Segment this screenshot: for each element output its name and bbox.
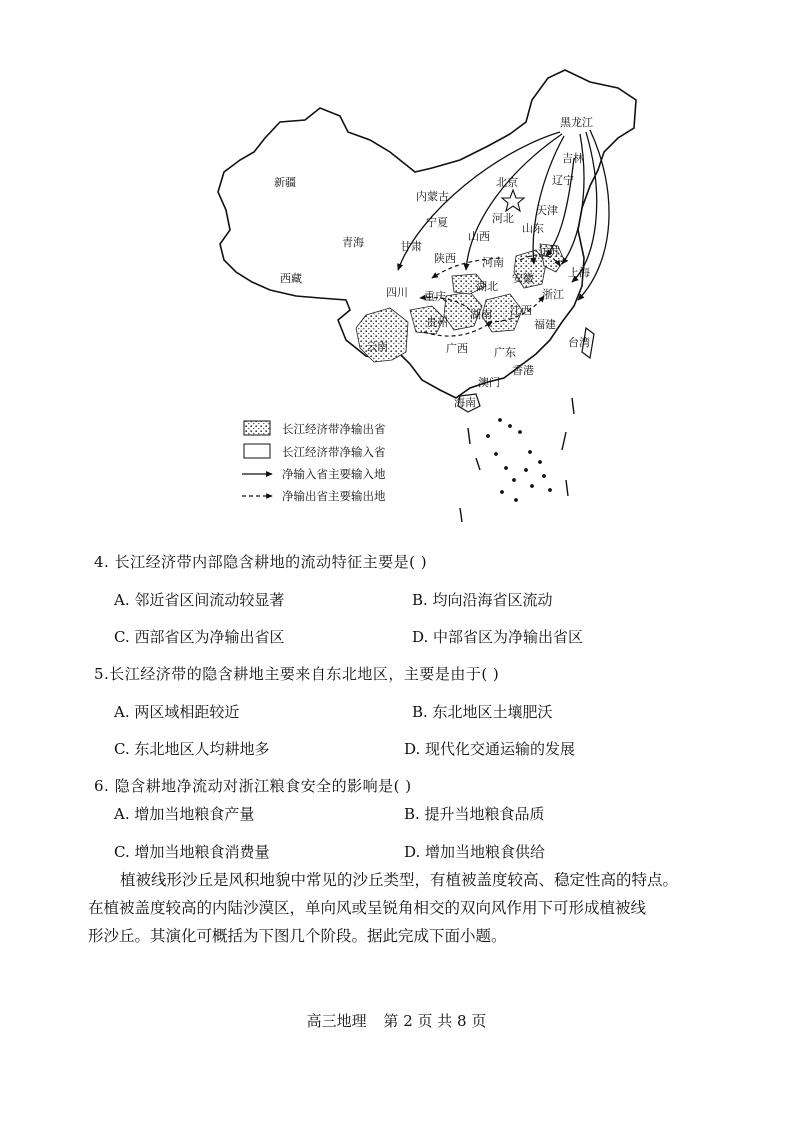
legend-net-output: 长江经济带净输出省 [282, 422, 386, 436]
question-4-option-b: B. 均向沿海省区流动 [412, 591, 553, 609]
label-chongqing: 重庆 [424, 290, 446, 303]
label-shandong: 山东 [522, 222, 544, 235]
china-grain-flow-map [170, 60, 650, 530]
question-4-stem: 4. 长江经济带内部隐含耕地的流动特征主要是( ) [94, 553, 428, 571]
reading-passage [88, 866, 728, 950]
label-qinghai: 青海 [342, 236, 364, 249]
label-heilongjiang: 黑龙江 [560, 116, 593, 129]
label-neimenggu: 内蒙古 [416, 190, 449, 203]
label-guizhou: 贵州 [426, 316, 448, 329]
label-fujian: 福建 [534, 318, 556, 331]
passage-line-3: 形沙丘。其演化可概括为下图几个阶段。据此完成下面小题。 [88, 927, 507, 945]
label-guangdong: 广东 [494, 346, 516, 359]
question-4-option-d: D. 中部省区为净输出省区 [412, 628, 584, 646]
label-shanxi: 山西 [468, 230, 490, 243]
label-hainan: 海南 [454, 396, 476, 409]
footer-subject: 高三地理 [306, 1012, 367, 1030]
label-xizang: 西藏 [280, 272, 302, 285]
passage-line-1: 植被线形沙丘是风积地貌中常见的沙丘类型，有植被盖度较高、稳定性高的特点。 [120, 871, 679, 889]
legend-output-arrow: 净输出省主要输出地 [282, 489, 386, 503]
label-henan: 河南 [482, 256, 504, 269]
label-hubei: 湖北 [476, 280, 498, 293]
passage-line-2: 在植被盖度较高的内陆沙漠区，单向风或呈锐角相交的双向风作用下可形成植被线 [88, 899, 647, 917]
question-5-option-c: C. 东北地区人均耕地多 [114, 740, 270, 758]
label-liaoning: 辽宁 [552, 174, 574, 187]
legend-dotted-swatch [244, 421, 270, 435]
south-china-sea-islands [460, 398, 574, 522]
label-tianjin: 天津 [536, 204, 558, 217]
question-6-option-b: B. 提升当地粮食品质 [404, 805, 545, 823]
label-shanghai: 上海 [568, 266, 590, 279]
question-6-option-d: D. 增加当地粮食供给 [404, 843, 546, 861]
label-beijing: 北京 [496, 176, 518, 189]
question-5-stem: 5.长江经济带的隐含耕地主要来自东北地区，主要是由于( ) [94, 665, 500, 683]
label-sichuan: 四川 [386, 286, 408, 299]
label-xinjiang: 新疆 [274, 176, 296, 189]
question-4-option-c: C. 西部省区为净输出省区 [114, 628, 285, 646]
page-footer [0, 1010, 793, 1031]
map-legend [242, 421, 386, 503]
legend-blank-swatch [244, 444, 270, 458]
question-5-option-a: A. 两区域相距较近 [114, 703, 240, 721]
legend-net-input: 长江经济带净输入省 [282, 445, 386, 459]
label-xianggang: 香港 [512, 364, 534, 377]
question-5-option-b: B. 东北地区土壤肥沃 [412, 703, 553, 721]
question-5-option-d: D. 现代化交通运输的发展 [404, 740, 576, 758]
label-jiangsu: 江苏 [538, 246, 560, 259]
label-jilin: 吉林 [562, 152, 584, 165]
question-6-option-c: C. 增加当地粮食消费量 [114, 843, 270, 861]
label-jiangxi: 江西 [510, 304, 532, 317]
footer-page-number: 第 2 页 共 8 页 [383, 1012, 487, 1030]
question-6-option-a: A. 增加当地粮食产量 [114, 805, 255, 823]
question-4-option-a: A. 邻近省区间流动较显著 [114, 591, 285, 609]
label-shaanxi: 陕西 [434, 252, 456, 265]
label-aomen: 澳门 [478, 376, 500, 389]
label-anhui: 安徽 [512, 272, 534, 285]
label-zhejiang: 浙江 [542, 288, 564, 301]
label-taiwan: 台湾 [568, 336, 590, 349]
label-yunnan: 云南 [366, 340, 388, 353]
question-6-stem: 6. 隐含耕地净流动对浙江粮食安全的影响是( ) [94, 777, 412, 795]
label-gansu: 甘肃 [400, 240, 422, 253]
map-figure [170, 60, 650, 530]
legend-input-arrow: 净输入省主要输入地 [282, 467, 386, 481]
label-hunan: 湖南 [470, 308, 492, 321]
label-hebei: 河北 [492, 212, 514, 225]
label-ningxia: 宁夏 [426, 216, 448, 229]
label-guangxi: 广西 [446, 342, 468, 355]
